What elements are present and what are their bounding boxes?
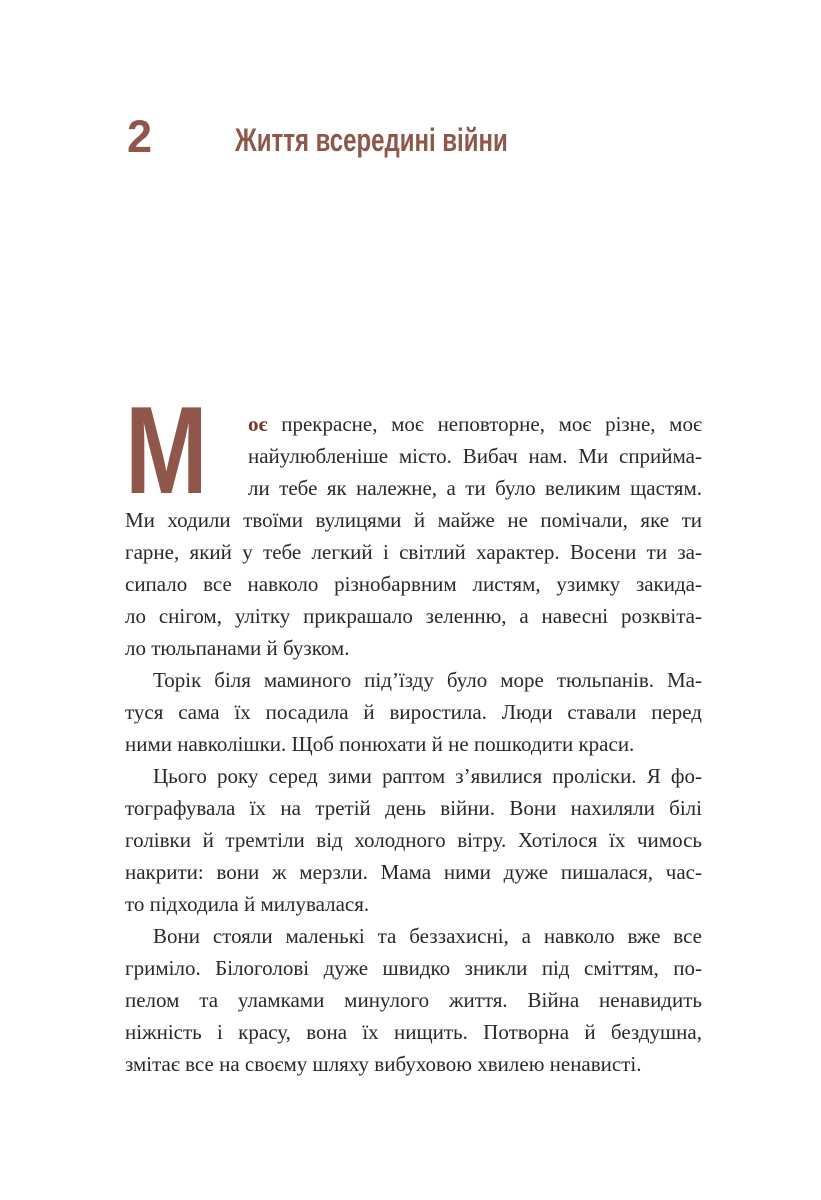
text-line: голівки й тремтіли від холодного вітру. Хотілося їх чимось: [125, 828, 702, 852]
drop-cap-lead: оє: [248, 412, 268, 436]
text-line: ло снігом, улітку прикрашало зеленню, а навесні розквіта-: [125, 604, 702, 628]
text-line: ли тебе як належне, а ти було великим щастям.: [248, 476, 702, 500]
text-line: Ми ходили твоїми вулицями й майже не помічали, яке ти: [125, 508, 702, 532]
paragraph: [125, 760, 702, 920]
text-line: накрити: вони ж мерзли. Мама ними дуже пишалася, час-: [125, 860, 702, 884]
drop-cap-letter: М: [125, 382, 208, 520]
text-line: то підходила й милувалася.: [125, 892, 370, 916]
body-text: [125, 382, 702, 1080]
text-line: ло тюльпанами й бузком.: [125, 636, 350, 660]
text-line: оє прекрасне, моє неповторне, моє різне, моє: [248, 412, 702, 436]
drop-cap: [125, 382, 222, 520]
text-line: туся сама їх посадила й виростила. Люди ставали перед: [125, 700, 702, 724]
text-line: тографувала їх на третій день війни. Вони нахиляли білі: [125, 796, 702, 820]
text-line: змітає все на своєму шляху вибуховою хвилею ненависті.: [125, 1052, 642, 1076]
text-line: Вони стояли маленькі та беззахисні, а навколо вже все: [153, 924, 702, 948]
text-line: ніжність і красу, вона їх нищить. Потворна й бездушна,: [125, 1020, 702, 1044]
chapter-title: Життя всередині війни: [235, 122, 508, 158]
text-line: Цього року серед зими раптом з’явилися проліски. Я фо-: [153, 764, 702, 788]
paragraph: [125, 920, 702, 1080]
text-line: гарне, який у тебе легкий і світлий характер. Восени ти за-: [125, 540, 702, 564]
text-line: ними навколішки. Щоб понюхати й не пошкодити краси.: [125, 732, 635, 756]
text-line: Торік біля маминого під’їзду було море тюльпанів. Ма-: [153, 668, 702, 692]
paragraph: [125, 382, 702, 664]
text-line: пелом та уламками минулого життя. Війна ненавидить: [125, 988, 702, 1012]
text-line: найулюбленіше місто. Вибач нам. Ми сприйма-: [248, 444, 702, 468]
chapter-number: 2: [127, 111, 153, 162]
text-line: гриміло. Білоголові дуже швидко зникли під сміттям, по-: [125, 956, 702, 980]
text-line: сипало все навколо різнобарвним листям, узимку закида-: [125, 572, 702, 596]
paragraph: [125, 664, 702, 760]
